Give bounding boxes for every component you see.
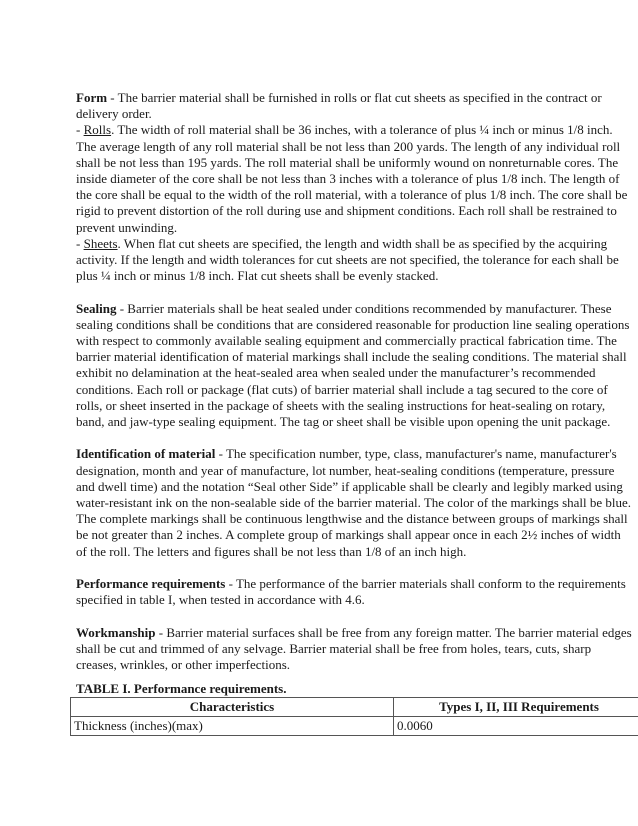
table-cell-requirement: 0.0060 bbox=[394, 717, 638, 736]
sheets-prefix: - bbox=[76, 235, 84, 251]
sealing-section bbox=[76, 301, 632, 431]
rolls-prefix: - bbox=[76, 122, 84, 138]
sealing-text: - Barrier materials shall be heat sealed under conditions recommended by manufacturer. These sealing conditions shall be conditions that are considered reasonable for production line sealing operations with respect to commonly available sealing equipment and commercially practical fabrication time. The barrier material identification of material markings shall include the sealing conditions. The material shall exhibit no delamination at the heat-sealed area when sealed under the manufacturer’s recommended conditions. Each roll or package (flat cuts) of barrier material shall include a tag secured to the core of rolls, or sheet inserted in the package of sheets with the sealing instructions for heat-sealing on rotary, band, and jaw-type sealing equipment. The tag or sheet shall be visible upon opening the unit package. bbox=[76, 300, 630, 430]
rolls-label: Rolls bbox=[83, 122, 112, 138]
form-intro-text: - The barrier material shall be furnished in rolls or flat cut sheets as specified in the contract or delivery order. bbox=[76, 90, 602, 122]
document-body bbox=[76, 90, 632, 689]
table-row bbox=[71, 717, 638, 736]
table-header-row bbox=[71, 698, 638, 717]
performance-table-section bbox=[70, 681, 638, 736]
sealing-heading: Sealing bbox=[76, 300, 117, 316]
sheets-label: Sheets bbox=[83, 235, 118, 251]
form-intro bbox=[76, 90, 632, 122]
performance-text: - The performance of the barrier materials shall conform to the requirements specified in table I, when tested in accordance with 4.6. bbox=[76, 576, 626, 608]
column-header-characteristics: Characteristics bbox=[71, 698, 394, 717]
workmanship-heading: Workmanship bbox=[76, 624, 156, 640]
column-header-requirements: Types I, II, III Requirements bbox=[394, 698, 638, 717]
table-cell-characteristic: Thickness (inches)(max) bbox=[71, 717, 394, 736]
sheets-text: . When flat cut sheets are specified, the length and width shall be as specified by the acquiring activity. If the length and width tolerances for cut sheets are not specified, the tolerance for each shall be plus ¼ inch or minus 1/8 inch. Flat cut sheets shall be evenly stacked. bbox=[76, 235, 619, 284]
form-section bbox=[76, 90, 632, 284]
workmanship-section bbox=[76, 625, 632, 674]
identification-section bbox=[76, 446, 632, 559]
form-heading: Form bbox=[76, 90, 108, 105]
table-title: TABLE I. Performance requirements. bbox=[76, 681, 287, 696]
rolls-paragraph bbox=[76, 122, 632, 235]
workmanship-text: - Barrier material surfaces shall be free from any foreign matter. The barrier material edges shall be cut and trimmed of any selvage. Barrier material shall be free from holes, tears, cuts, sharp creases, wrinkles, or other imperfections. bbox=[76, 624, 632, 673]
performance-section bbox=[76, 576, 632, 608]
identification-text: - The specification number, type, class, manufacturer's name, manufacturer's designation, month and year of manufacture, lot number, heat-sealing conditions (temperature, pressure and dwell time) and the notation “Seal other Side” if applicable shall be clearly and legibly marked using water-resistant ink on the non-sealable side of the barrier material. The color of the markings shall be blue. The complete markings shall be continuous lengthwise and the distance between groups of markings shall be not greater than 2 inches. A complete group of markings shall appear once in each 2½ inches of width of the roll. The letters and figures shall be not less than 1/8 of an inch high. bbox=[76, 446, 632, 559]
performance-heading: Performance requirements bbox=[76, 576, 226, 592]
sheets-paragraph bbox=[76, 236, 632, 285]
rolls-text: . The width of roll material shall be 36 inches, with a tolerance of plus ¼ inch or minus 1/8 inch. The average length of any roll material shall be not less than 200 yards. The length of any individual roll shall be not less than 195 yards. The roll material shall be uniformly wound on nonreturnable cores. The inside diameter of the core shall be not less than 3 inches with a tolerance of plus 1/8 inch. The length of the core shall be equal to the width of the roll material, with a tolerance of plus 1/8 inch. The core shall be rigid to prevent distortion of the roll during use and shipment conditions. Each roll shall be restrained to prevent unwinding. bbox=[76, 122, 628, 235]
performance-table bbox=[70, 697, 638, 736]
identification-heading: Identification of material bbox=[76, 446, 216, 462]
